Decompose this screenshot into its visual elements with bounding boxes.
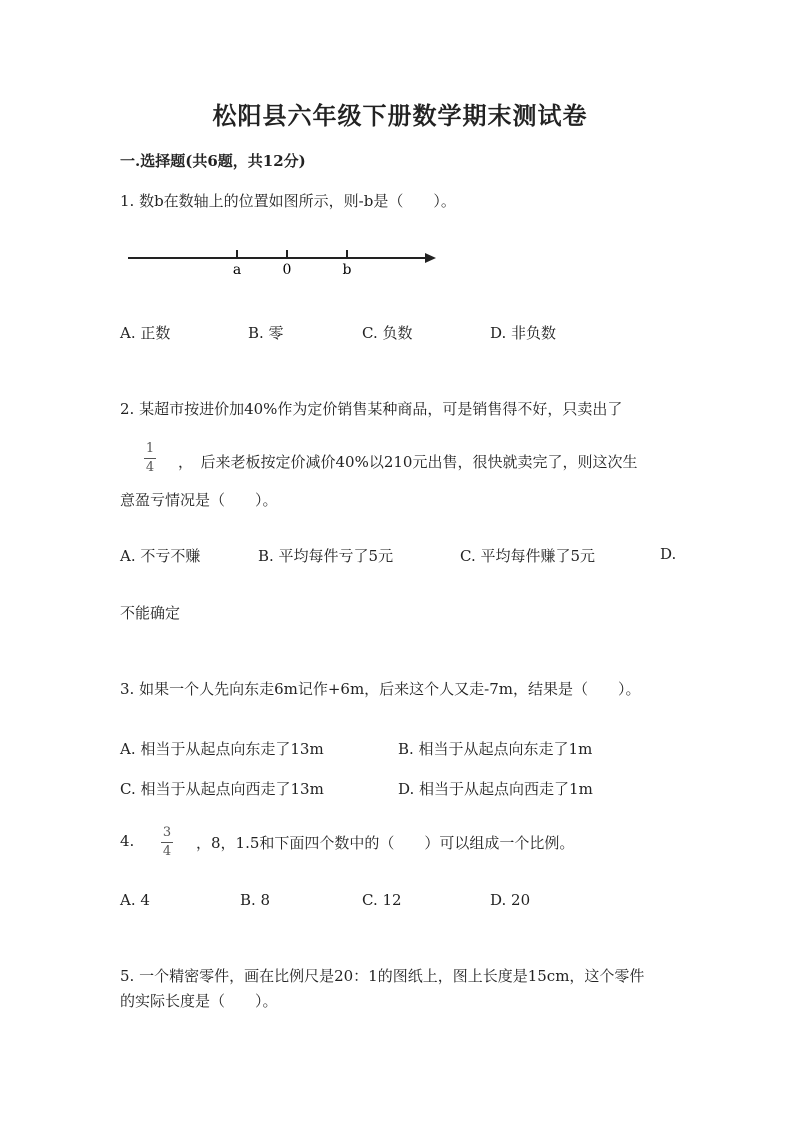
q4-fraction-numerator: 3 <box>162 825 172 840</box>
question-4-text: ，8，1.5和下面四个数中的（ ）可以组成一个比例。 <box>196 834 575 852</box>
q1-option-a: A. 正数 <box>120 324 171 342</box>
page-title: 松阳县六年级下册数学期末测试卷 <box>212 101 588 130</box>
number-line <box>120 240 450 280</box>
q2-fraction-numerator: 1 <box>145 441 155 456</box>
q3-option-d: D. 相当于从起点向西走了1m <box>398 780 593 798</box>
q2-option-d-continued: 不能确定 <box>120 604 181 622</box>
q2-fraction <box>144 442 156 475</box>
number-line-arrow-icon <box>425 253 436 263</box>
q4-option-c: C. 12 <box>362 891 402 909</box>
q3-option-c: C. 相当于从起点向西走了13m <box>120 780 324 798</box>
question-5-line-2: 的实际长度是（ ）。 <box>120 992 278 1010</box>
q4-fraction <box>161 826 173 859</box>
q2-option-b: B. 平均每件亏了5元 <box>258 547 394 565</box>
label-b: b <box>342 262 352 278</box>
q4-option-a: A. 4 <box>120 891 150 909</box>
q4-option-b: B. 8 <box>240 891 271 909</box>
q1-option-d: D. 非负数 <box>490 324 557 342</box>
question-2-line-1: 2. 某超市按进价加40%作为定价销售某种商品，可是销售得不好，只卖出了 <box>120 400 623 418</box>
q1-option-b: B. 零 <box>248 324 284 342</box>
question-2-line-2: ， 后来老板按定价减价40%以210元出售，很快就卖完了，则这次生 <box>178 453 638 471</box>
q2-fraction-denominator: 4 <box>145 460 155 475</box>
q1-option-c: C. 负数 <box>362 324 413 342</box>
q4-option-d: D. 20 <box>490 891 531 909</box>
label-0: 0 <box>282 262 292 278</box>
question-4-prefix: 4. <box>120 832 135 850</box>
q2-option-c: C. 平均每件赚了5元 <box>460 547 596 565</box>
question-1-text: 1. 数b在数轴上的位置如图所示，则-b是（ ）。 <box>120 192 456 210</box>
q2-option-d: D. <box>660 545 677 563</box>
section-heading: 一.选择题(共6题，共12分) <box>120 152 306 170</box>
question-3-text: 3. 如果一个人先向东走6m记作+6m，后来这个人又走-7m，结果是（ ）。 <box>120 680 641 698</box>
q3-option-b: B. 相当于从起点向东走了1m <box>398 740 593 758</box>
fraction-bar <box>144 458 156 459</box>
question-2-line-3: 意盈亏情况是（ ）。 <box>120 491 278 509</box>
q2-option-a: A. 不亏不赚 <box>120 547 201 565</box>
question-5-line-1: 5. 一个精密零件，画在比例尺是20：1的图纸上，图上长度是15cm，这个零件 <box>120 967 645 985</box>
fraction-bar <box>161 842 173 843</box>
q3-option-a: A. 相当于从起点向东走了13m <box>120 740 324 758</box>
label-a: a <box>232 262 242 278</box>
q4-fraction-denominator: 4 <box>162 844 172 859</box>
